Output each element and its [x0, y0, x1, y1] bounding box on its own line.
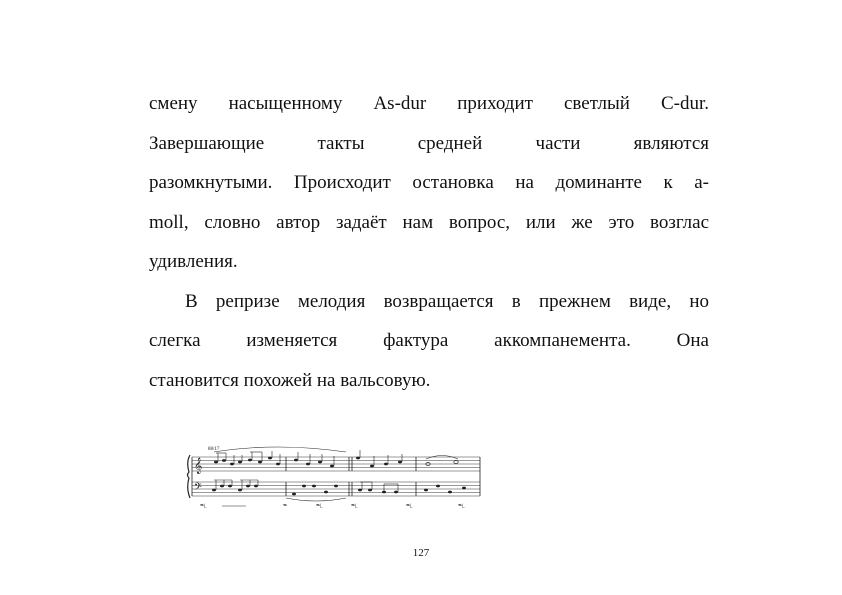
- music-score-excerpt: [186, 442, 486, 512]
- pedal-mark: 𝆮𝆃.: [406, 503, 413, 510]
- body-text: [149, 84, 709, 400]
- pedal-mark: 𝆮𝆃.: [351, 503, 358, 510]
- text-line: moll, словно автор задаёт нам вопрос, или же это возглас: [149, 211, 709, 233]
- treble-staff: [192, 457, 480, 471]
- paragraph-1: [149, 84, 709, 282]
- pedal-mark: 𝆮𝆃.: [316, 503, 323, 510]
- pedal-mark: 𝆮𝆃.: [458, 503, 465, 510]
- music-score-image: [186, 442, 486, 512]
- page-number: 127: [412, 547, 430, 559]
- bass-notes: [212, 485, 466, 496]
- text-line: удивления.: [149, 251, 238, 272]
- text-line: разомкнутыми. Происходит остановка на доминанте к a-: [149, 172, 709, 193]
- bass-clef-icon: 𝄢: [194, 481, 202, 495]
- paragraph-2: [149, 282, 709, 401]
- tempo-mark: 88/17: [208, 447, 220, 452]
- text-line: становится похожей на вальсовую.: [149, 369, 431, 391]
- pedal-marks: [200, 503, 465, 510]
- barlines: [192, 457, 480, 496]
- text-line: слегка изменяется фактура аккомпанемента. Она: [149, 330, 709, 351]
- bass-staff: [192, 482, 480, 496]
- pedal-mark: 𝆮: [283, 503, 287, 510]
- pedal-mark: 𝆮𝆃.: [200, 503, 207, 510]
- text-line: смену насыщенному As-dur приходит светлый C-dur.: [149, 93, 709, 114]
- text-line: Завершающие такты средней части являются: [149, 132, 709, 154]
- bass-slur: [286, 498, 346, 501]
- brace-icon: [188, 455, 191, 498]
- treble-notes: [214, 457, 458, 468]
- text-line: В репризе мелодия возвращается в прежнем виде, но: [185, 290, 709, 312]
- treble-clef-icon: 𝄞: [194, 458, 203, 474]
- phrase-slur: [214, 447, 346, 452]
